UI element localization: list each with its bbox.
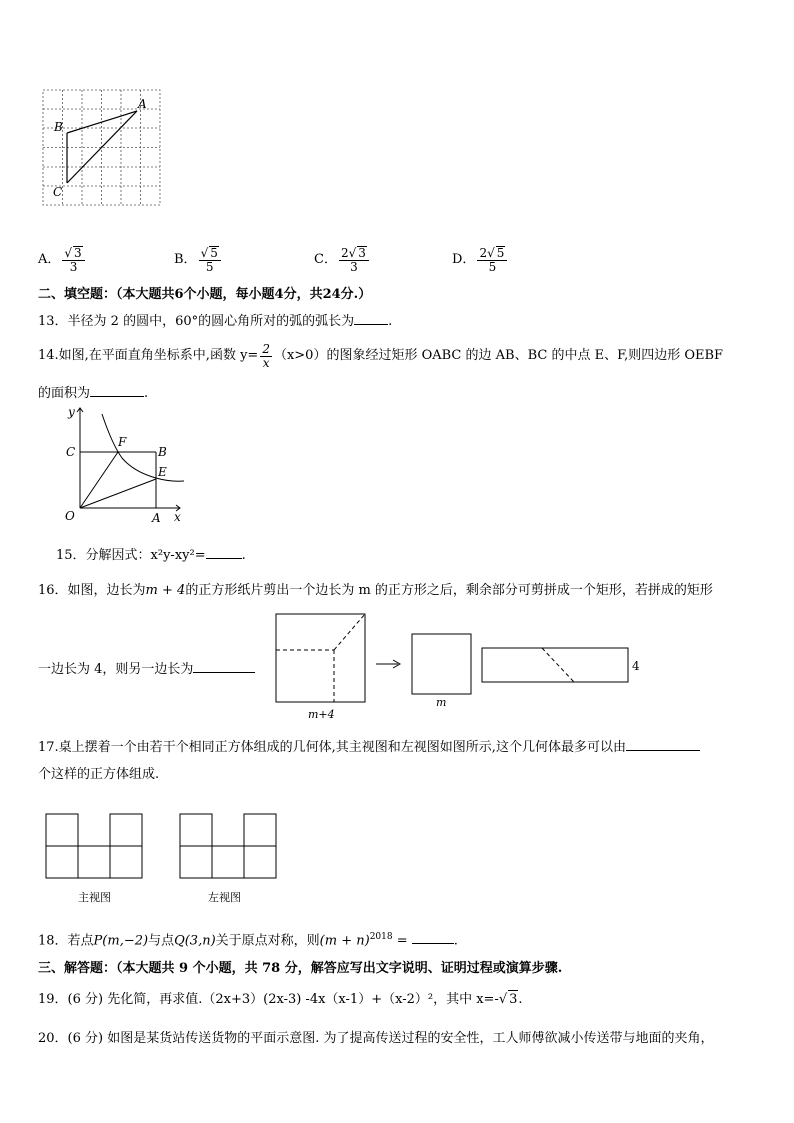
option-d-den: 5 [488, 260, 497, 274]
question-18: 18．若点P(m,−2)与点Q(3,n)关于原点对称，则$(m + n)^{2018}$ = . [38, 932, 458, 949]
section-2-heading: 二、填空题：（本大题共6个小题，每小题4分，共24分.） [38, 287, 372, 302]
q17-answer-blank[interactable] [626, 738, 700, 751]
q16-label-small: m [436, 696, 447, 709]
question-19: 19．(6 分) 先化简，再求值.（2x+3）(2x-3) -4x（x-1）+（x-2）²，其中 x=-√ 3. [38, 992, 523, 1007]
q19-radicand: 3 [509, 992, 518, 1007]
question-16-line2: 一边长为 4，则另一边长为 [38, 660, 255, 679]
question-16: 16．如图，边长为m + 4的正方形纸片剪出一个边长为 m 的正方形之后，剩余部分可剪拼成一个矩形，若拼成的矩形 [38, 583, 713, 598]
q14-label-b: B [158, 445, 167, 459]
q14-label-c: C [66, 445, 76, 459]
q17-caption-front: 主视图 [78, 891, 111, 904]
q14-label-x: x [174, 510, 181, 524]
option-d-radicand: 5 [496, 246, 505, 260]
question-15: 15．分解因式：x²y-xy²= . [56, 548, 246, 563]
q16-answer-blank[interactable] [193, 660, 255, 673]
option-c-radicand: 3 [358, 246, 366, 260]
option-d[interactable]: D． $\frac{2√ 5}{5}$ [452, 240, 509, 280]
q12-label-a: A [138, 97, 147, 111]
option-a-radicand: 3 [74, 246, 82, 260]
question-17-line2: 个这样的正方体组成. [38, 767, 160, 782]
q14-label-y: y [68, 405, 75, 419]
q14-label-e: E [158, 465, 167, 479]
q14-label-a: A [152, 511, 161, 525]
q16-label-rect: 4 [632, 659, 640, 673]
option-b-den: 5 [205, 260, 214, 274]
q14-coordinate-figure [52, 404, 192, 528]
q17-left-view [178, 812, 278, 908]
q16-label-big: m+4 [308, 708, 335, 721]
option-b-radicand: 5 [210, 246, 218, 260]
option-c-den: 3 [350, 260, 358, 274]
q12-label-b: B [54, 120, 63, 134]
option-c[interactable]: C． $\frac{2√ 3}{3}$ [314, 240, 371, 280]
q18-answer-blank[interactable] [412, 931, 454, 944]
q12-label-c: C [53, 185, 63, 199]
q14-answer-blank[interactable] [90, 384, 144, 397]
option-a[interactable]: A． $\frac{√ 3}{3}$ [38, 240, 87, 280]
q13-answer-blank[interactable] [354, 312, 388, 325]
section-3-heading: 三、解答题：（本大题共 9 个小题，共 78 分，解答应写出文字说明、证明过程或演算步骤. [38, 961, 563, 976]
question-13: 13．半径为 2 的圆中，60°的圆心角所对的弧的弧长为 . [38, 314, 393, 329]
question-17: 17.桌上摆着一个由若干个相同正方体组成的几何体,其主视图和左视图如图所示,这个几何体最多可以由 [38, 738, 700, 757]
q14-label-o: O [65, 509, 75, 523]
question-20: 20．(6 分) 如图是某货站传送货物的平面示意图. 为了提高传送过程的安全性，工人师傅欲减小传送带与地面的夹角， [38, 1031, 714, 1046]
q17-caption-left: 左视图 [208, 891, 241, 904]
question-14: 14.如图,在平面直角坐标系中,函数 y= $\frac{2}{x}$ （x>0）的图象经过矩形 OABC 的边 AB、BC 的中点 E、F,则四边形 OEBF [38, 341, 724, 370]
q12-grid-figure [40, 88, 165, 210]
option-a-den: 3 [69, 260, 78, 274]
q16-square-figure [270, 608, 650, 726]
q15-answer-blank[interactable] [206, 546, 242, 559]
question-14-line2: 的面积为 . [38, 386, 149, 401]
option-b[interactable]: B． $\frac{√ 5}{5}$ [174, 240, 223, 280]
q14-label-f: F [118, 435, 127, 449]
q17-front-view [44, 812, 144, 908]
